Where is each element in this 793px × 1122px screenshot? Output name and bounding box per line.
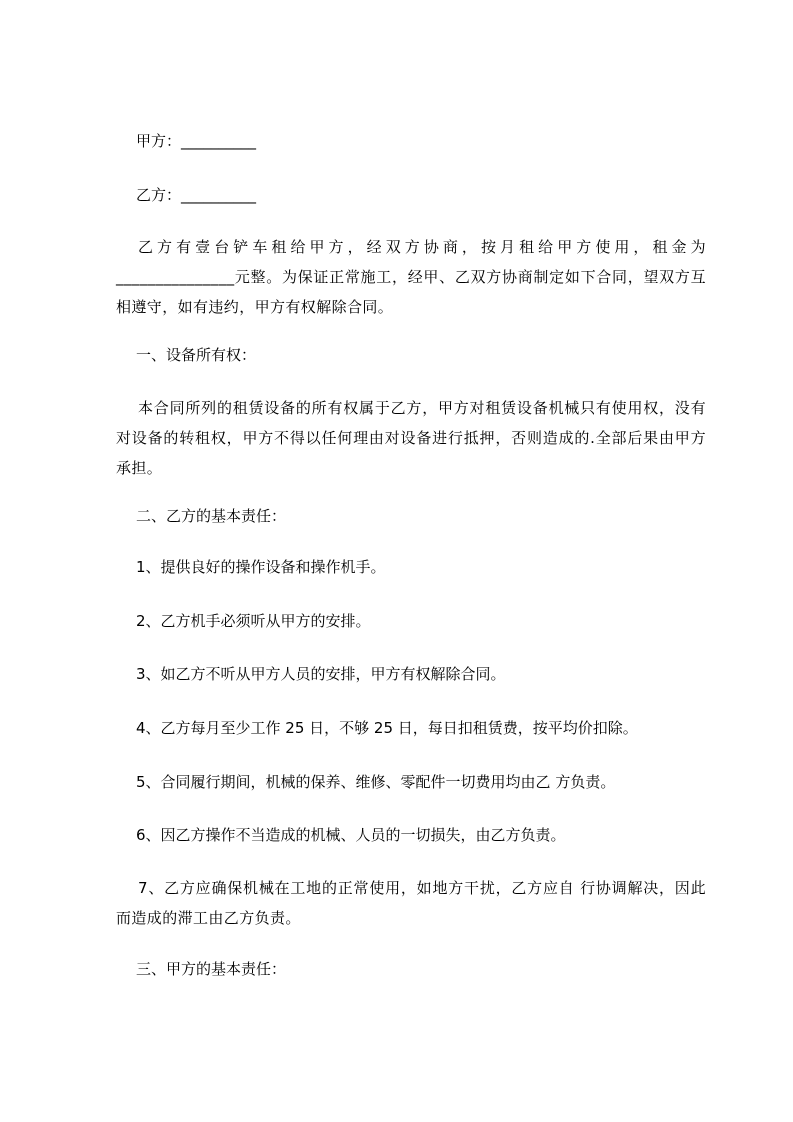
section3-heading: 三、甲方的基本责任： [136, 960, 287, 978]
section2-item-5: 5、合同履行期间，机械的保养、维修、零配件一切费用均由乙 方负责。 [136, 773, 616, 791]
party-b-line: 乙方：__________ [136, 186, 257, 204]
section2-heading: 二、乙方的基本责任： [136, 507, 287, 525]
section2-item-7: 7、乙方应确保机械在工地的正常使用，如地方干扰，乙方应自 行协调解决，因此而造成的滞工由乙方负责。 [116, 879, 706, 927]
party-a-line: 甲方：__________ [136, 132, 257, 150]
section2-item-3: 3、如乙方不听从甲方人员的安排，甲方有权解除合同。 [136, 665, 506, 683]
section2-item-6: 6、因乙方操作不当造成的机械、人员的一切损失，由乙方负责。 [136, 826, 566, 844]
section1-heading: 一、设备所有权： [136, 346, 257, 364]
section2-item-1: 1、提供良好的操作设备和操作机手。 [136, 558, 386, 576]
section2-item-4: 4、乙方每月至少工作 25 日，不够 25 日，每日扣租赁费，按平均价扣除。 [136, 719, 638, 737]
intro-paragraph: 乙方有壹台铲车租给甲方，经双方协商，按月租给甲方使用，租金为_______________元整。为保证正常施工，经甲、乙双方协商制定如下合同，望双方互相遵守，如有违约，甲方有权解除合同。 [116, 238, 706, 316]
section2-item-2: 2、乙方机手必须听从甲方的安排。 [136, 612, 371, 630]
section1-paragraph: 本合同所列的租赁设备的所有权属于乙方，甲方对租赁设备机械只有使用权，没有对设备的转租权，甲方不得以任何理由对设备进行抵押，否则造成的.全部后果由甲方承担。 [116, 399, 706, 477]
